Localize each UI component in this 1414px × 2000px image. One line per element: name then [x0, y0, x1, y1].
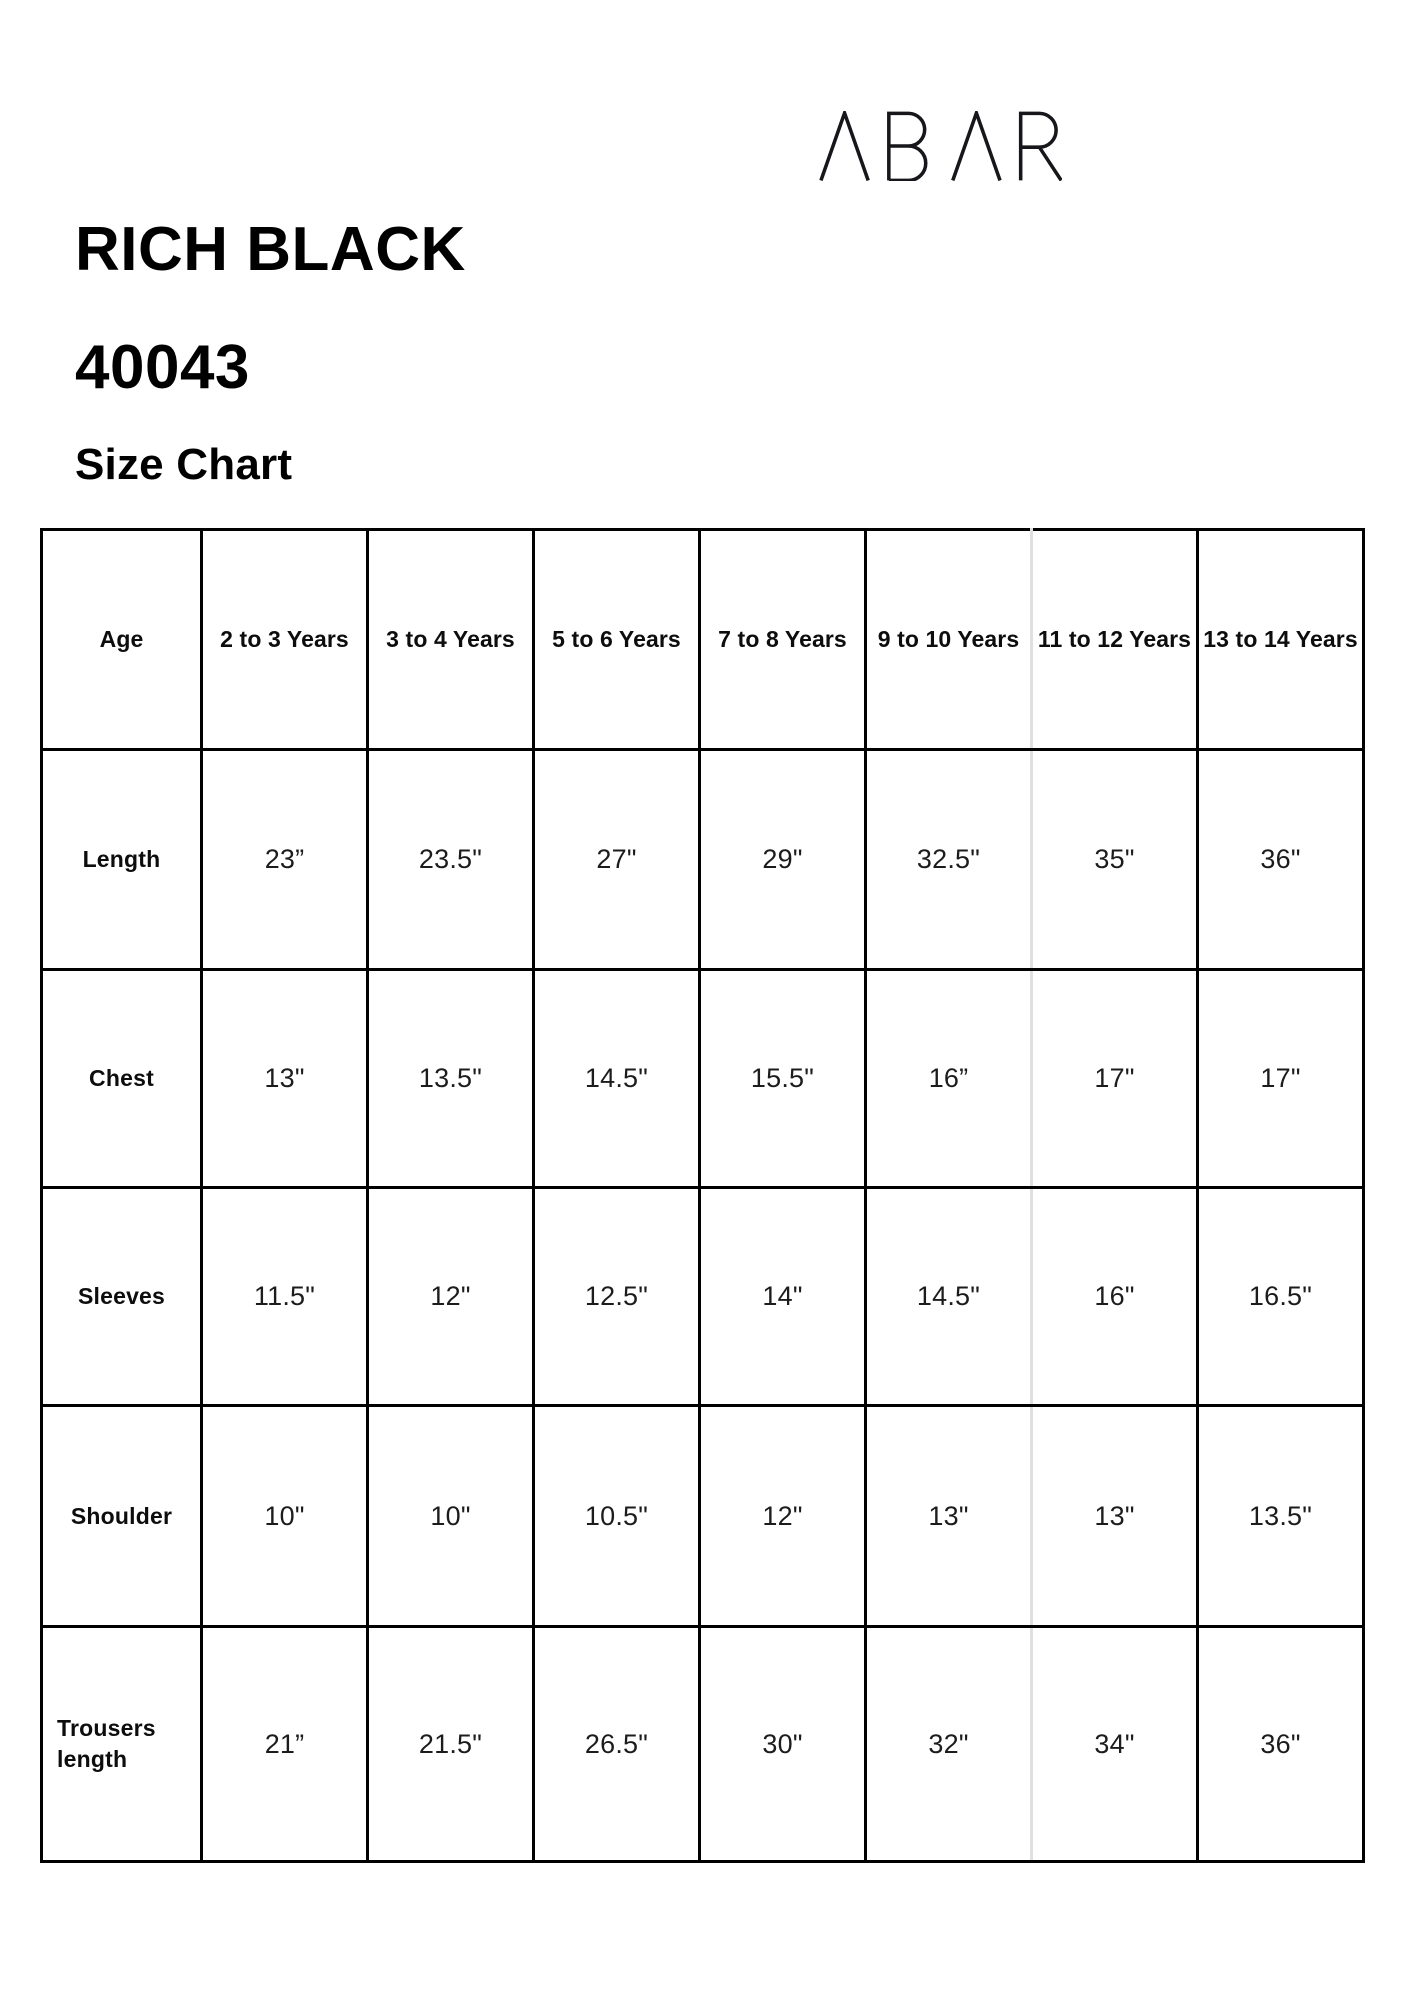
size-value: 36"	[1198, 1627, 1364, 1862]
size-chart-table	[40, 528, 1365, 1863]
size-value: 27"	[534, 750, 700, 970]
column-header-13-to-14-years: 13 to 14 Years	[1198, 530, 1364, 750]
row-label-shoulder: Shoulder	[42, 1406, 202, 1627]
size-value: 21.5"	[368, 1627, 534, 1862]
size-value: 13.5"	[1198, 1406, 1364, 1627]
size-value: 10.5"	[534, 1406, 700, 1627]
size-value: 10"	[202, 1406, 368, 1627]
column-header-9-to-10-years: 9 to 10 Years	[866, 530, 1032, 750]
size-value: 34"	[1032, 1627, 1198, 1862]
size-value: 17"	[1032, 970, 1198, 1188]
size-value: 29"	[700, 750, 866, 970]
size-value: 30"	[700, 1627, 866, 1862]
size-value: 15.5"	[700, 970, 866, 1188]
row-label-trousers-length: Trousers length	[42, 1627, 202, 1862]
product-title: RICH BLACK	[75, 215, 466, 284]
table-header-row	[42, 530, 1364, 750]
size-value: 14"	[700, 1188, 866, 1406]
table-row-length	[42, 750, 1364, 970]
abar-logo-icon	[818, 111, 1062, 181]
size-value: 21”	[202, 1627, 368, 1862]
size-value: 16"	[1032, 1188, 1198, 1406]
size-value: 10"	[368, 1406, 534, 1627]
column-header-age: Age	[42, 530, 202, 750]
size-value: 32"	[866, 1627, 1032, 1862]
size-value: 13"	[202, 970, 368, 1188]
size-value: 32.5"	[866, 750, 1032, 970]
table-row-shoulder	[42, 1406, 1364, 1627]
size-value: 17"	[1198, 970, 1364, 1188]
size-value: 16”	[866, 970, 1032, 1188]
size-value: 23”	[202, 750, 368, 970]
row-label-sleeves: Sleeves	[42, 1188, 202, 1406]
size-value: 12"	[368, 1188, 534, 1406]
brand-logo	[818, 111, 1062, 181]
section-heading: Size Chart	[75, 440, 293, 489]
size-value: 14.5"	[534, 970, 700, 1188]
column-header-11-to-12-years: 11 to 12 Years	[1032, 530, 1198, 750]
table-row-sleeves	[42, 1188, 1364, 1406]
size-value: 12"	[700, 1406, 866, 1627]
size-value: 12.5"	[534, 1188, 700, 1406]
size-value: 13"	[1032, 1406, 1198, 1627]
column-header-3-to-4-years: 3 to 4 Years	[368, 530, 534, 750]
column-header-7-to-8-years: 7 to 8 Years	[700, 530, 866, 750]
size-value: 36"	[1198, 750, 1364, 970]
size-value: 35"	[1032, 750, 1198, 970]
size-value: 26.5"	[534, 1627, 700, 1862]
size-value: 16.5"	[1198, 1188, 1364, 1406]
row-label-chest: Chest	[42, 970, 202, 1188]
product-code: 40043	[75, 333, 250, 402]
size-value: 23.5"	[368, 750, 534, 970]
size-value: 14.5"	[866, 1188, 1032, 1406]
column-header-2-to-3-years: 2 to 3 Years	[202, 530, 368, 750]
column-header-5-to-6-years: 5 to 6 Years	[534, 530, 700, 750]
row-label-length: Length	[42, 750, 202, 970]
table-row-chest	[42, 970, 1364, 1188]
size-value: 11.5"	[202, 1188, 368, 1406]
size-value: 13.5"	[368, 970, 534, 1188]
size-value: 13"	[866, 1406, 1032, 1627]
table-row-trousers-length	[42, 1627, 1364, 1862]
